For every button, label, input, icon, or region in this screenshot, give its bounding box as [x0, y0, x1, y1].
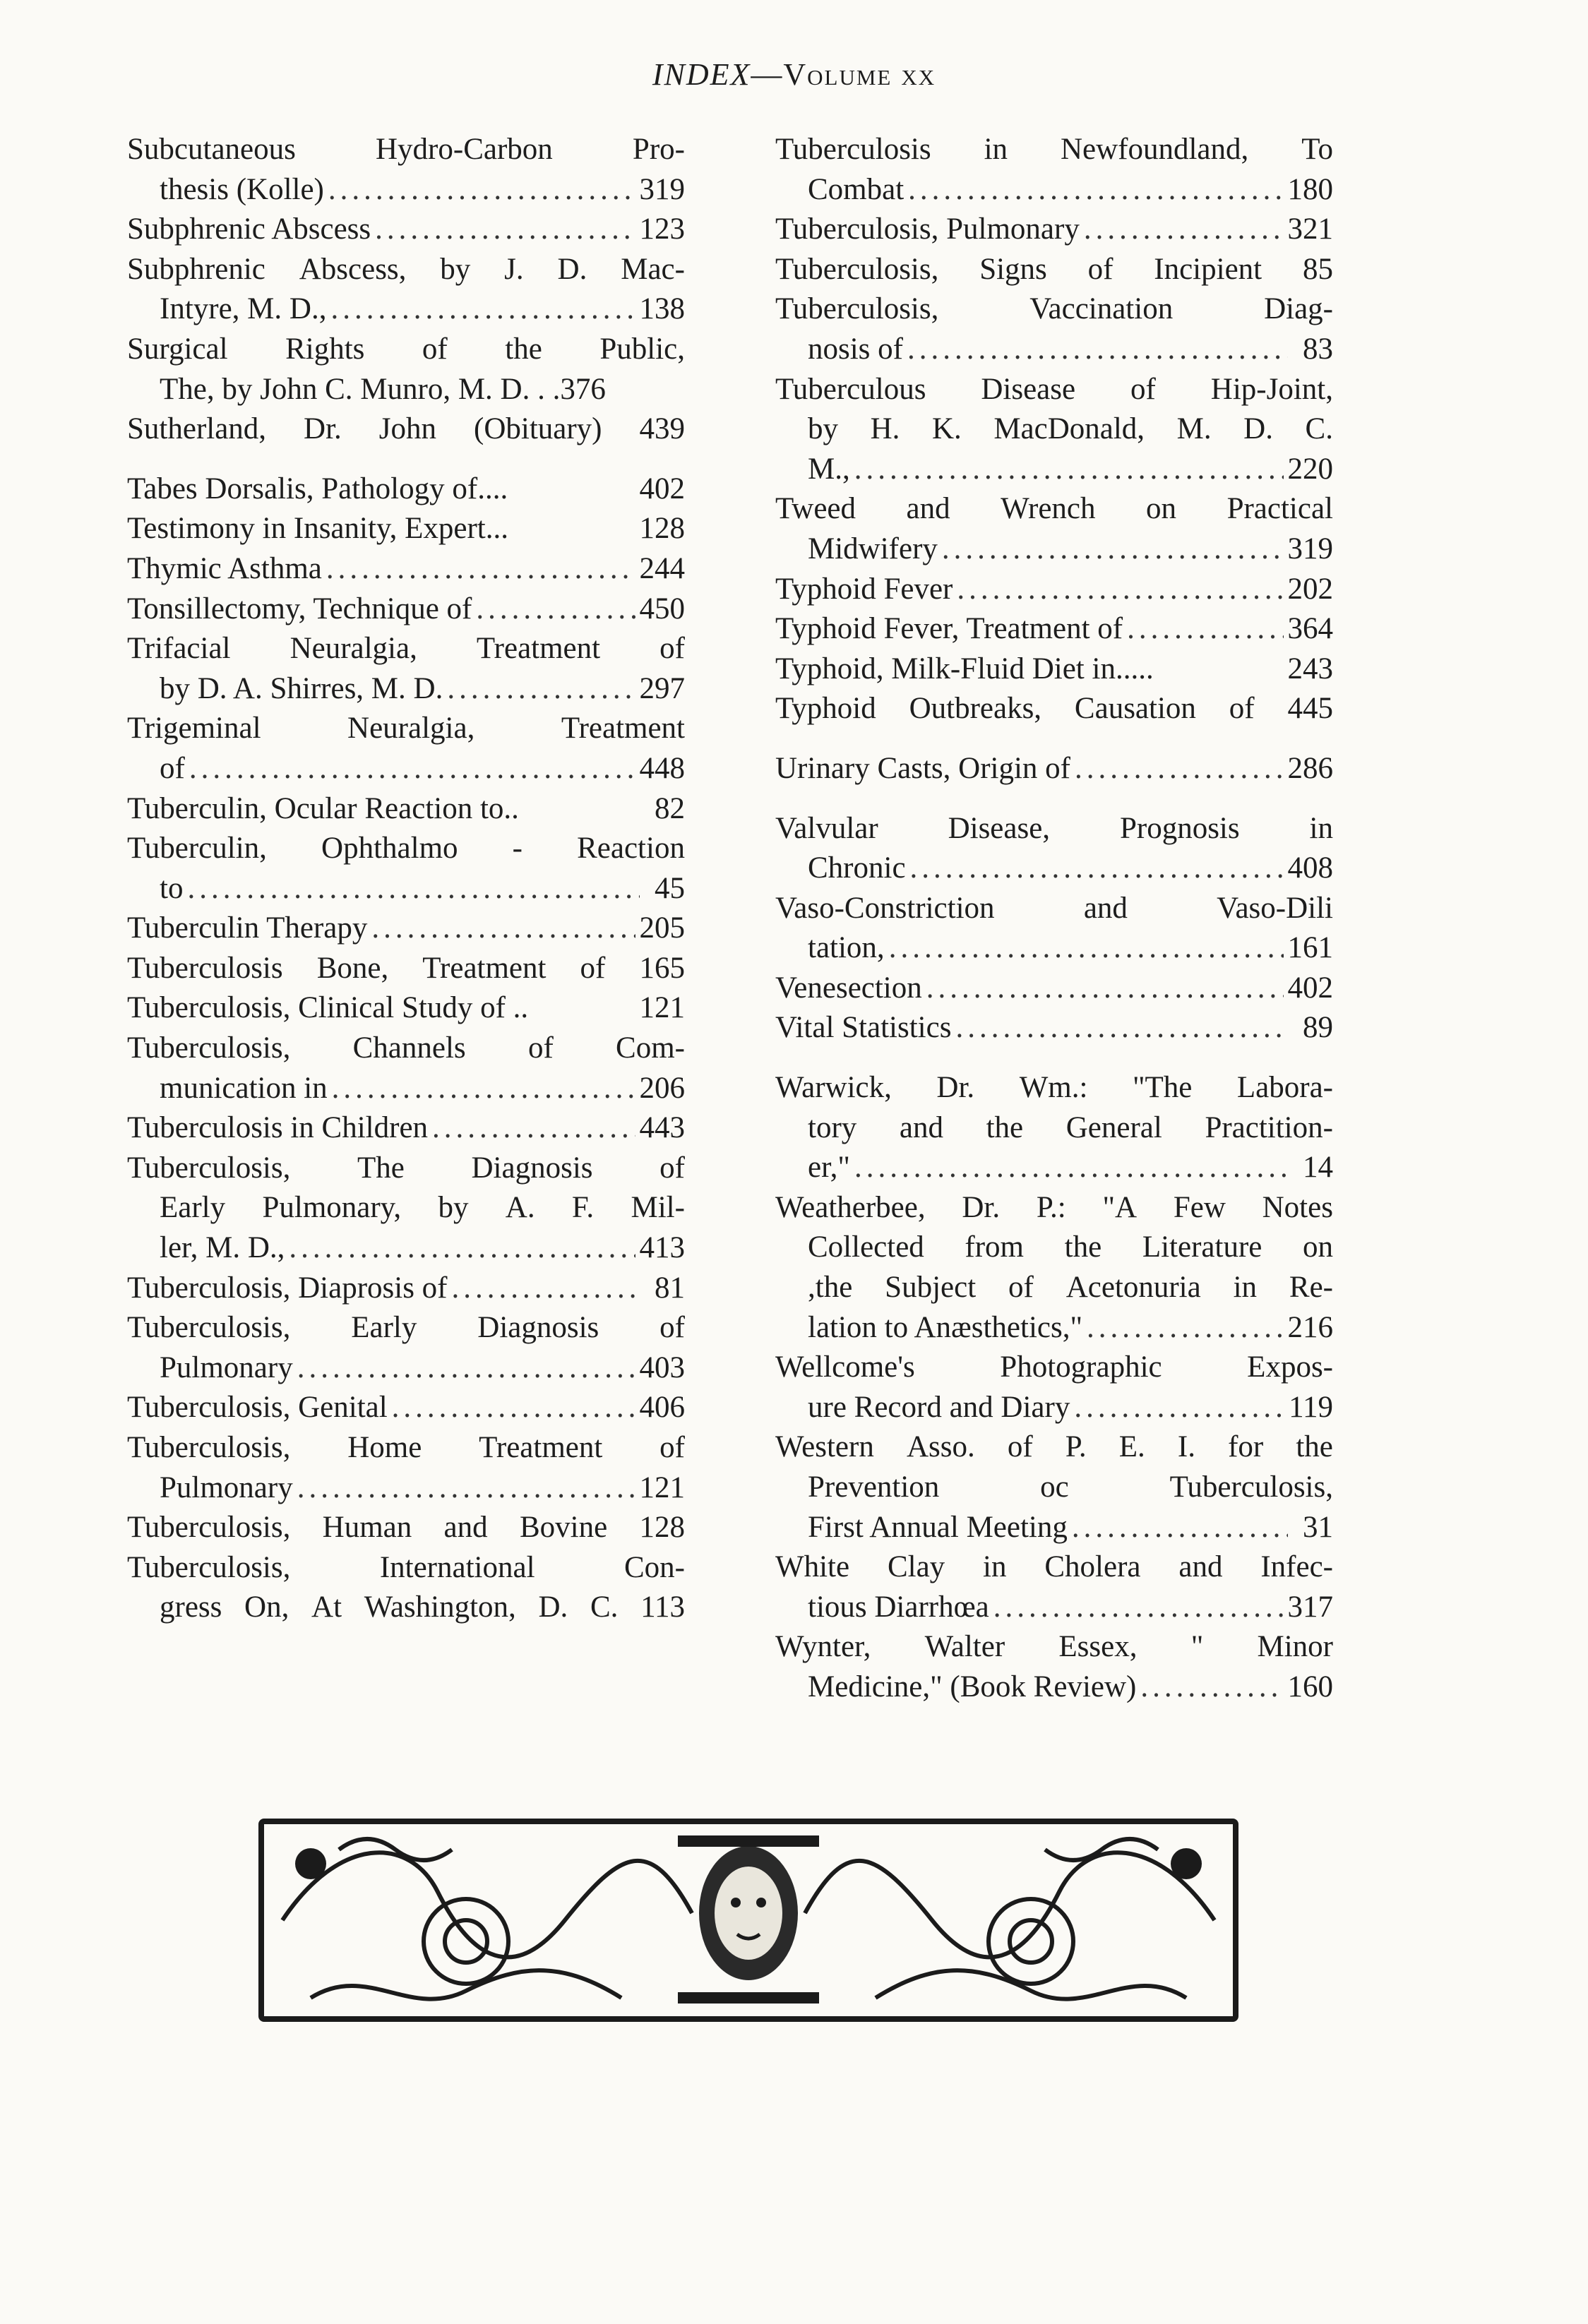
- index-entry: [127, 629, 685, 709]
- entry-line: [775, 289, 1333, 330]
- dot-leader: [1084, 210, 1284, 250]
- page-number: 14: [1303, 1151, 1333, 1185]
- index-entry: [127, 1108, 685, 1149]
- entry-line: [775, 1588, 1333, 1628]
- dot-leader: [955, 1008, 1288, 1048]
- page-number: 89: [1303, 1011, 1333, 1045]
- entry-text: Tuberculosis, Channels of Com-: [127, 1031, 685, 1065]
- entry-line: [127, 669, 685, 709]
- entry-line: [127, 1428, 685, 1468]
- entry-text: Tuberculin, Ocular Reaction to..: [127, 791, 519, 825]
- page-number: 83: [1303, 332, 1333, 366]
- entry-line: [775, 849, 1333, 889]
- entry-text: Vital Statistics: [775, 1011, 952, 1045]
- entry-line: [127, 1348, 685, 1389]
- entry-text: Tuberculosis, Pulmonary: [775, 212, 1080, 246]
- page-header: [0, 56, 1588, 92]
- entry-text: Midwifery: [808, 532, 938, 565]
- index-entry: [775, 969, 1333, 1009]
- page-number: 31: [1303, 1510, 1333, 1544]
- page-number: 408: [1287, 851, 1333, 885]
- entry-line: [127, 1468, 685, 1509]
- entry-text: Testimony in Insanity, Expert...: [127, 512, 508, 546]
- entry-line: [127, 1588, 685, 1628]
- page-number: 319: [1287, 532, 1333, 565]
- entry-line: [127, 1108, 685, 1149]
- entry-line: [775, 1508, 1333, 1548]
- entry-text: Typhoid Fever, Treatment of: [775, 612, 1123, 646]
- entry-text: tory and the General Practition-: [808, 1110, 1333, 1144]
- entry-text: nosis of: [808, 332, 903, 366]
- left-index-column: [127, 130, 685, 1628]
- index-entry: [127, 549, 685, 589]
- entry-line: [127, 1228, 685, 1269]
- dot-leader: [1140, 1667, 1283, 1708]
- header-dash: —: [751, 57, 784, 92]
- entry-line: [127, 988, 685, 1029]
- dot-leader: [907, 330, 1288, 370]
- entry-line: [127, 709, 685, 749]
- dot-leader: [297, 1468, 635, 1509]
- dot-leader: [297, 1348, 635, 1389]
- entry-text: Tuberculosis in Children: [127, 1111, 429, 1145]
- page-number: 243: [1287, 652, 1333, 685]
- index-entry: [127, 949, 685, 989]
- entry-line: [127, 469, 685, 510]
- entry-text: Tweed and Wrench on Practical: [775, 492, 1333, 526]
- entry-line: [127, 330, 685, 370]
- index-entry: [775, 889, 1333, 969]
- index-entry: [127, 469, 685, 510]
- page-number: 406: [639, 1391, 685, 1425]
- entry-text: tious Diarrhœa: [808, 1590, 989, 1624]
- entry-line: [775, 1468, 1333, 1508]
- dot-leader: [432, 1108, 635, 1149]
- entry-line: [775, 450, 1333, 490]
- entry-text: Medicine," (Book Review): [808, 1670, 1137, 1703]
- entry-text: Thymic Asthma: [127, 551, 322, 585]
- entry-text: Tuberculosis, Signs of Incipient 85: [775, 252, 1333, 286]
- entry-line: [127, 789, 685, 829]
- entry-text: The, by John C. Munro, M. D. . .376: [160, 372, 606, 406]
- entry-line: [775, 1348, 1333, 1388]
- index-entry: [127, 130, 685, 210]
- entry-text: lation to Anæsthetics,": [808, 1310, 1083, 1344]
- page-number: 450: [639, 592, 685, 625]
- entry-line: [775, 1308, 1333, 1348]
- page-number: 244: [639, 551, 685, 585]
- entry-text: M.,: [808, 452, 850, 486]
- entry-line: [775, 889, 1333, 929]
- entry-text: by D. A. Shirres, M. D.: [160, 671, 443, 705]
- dot-leader: [908, 170, 1283, 210]
- right-index-column: [775, 130, 1333, 1708]
- index-entry: [775, 689, 1333, 729]
- entry-text: Typhoid, Milk-Fluid Diet in.....: [775, 652, 1154, 685]
- entry-text: Tuberculous Disease of Hip-Joint,: [775, 372, 1333, 406]
- entry-text: Typhoid Fever: [775, 572, 953, 606]
- entry-line: [127, 1508, 685, 1548]
- decorative-ornament: [254, 1807, 1243, 2033]
- entry-text: Urinary Casts, Origin of: [775, 751, 1070, 785]
- entry-line: [127, 1188, 685, 1228]
- dot-leader: [330, 289, 635, 330]
- page-number: 297: [639, 671, 685, 705]
- entry-line: [127, 130, 685, 170]
- index-entry: [775, 570, 1333, 610]
- entry-line: [775, 809, 1333, 849]
- index-entry: [775, 1008, 1333, 1048]
- entry-text: of: [160, 751, 185, 785]
- entry-text: Trifacial Neuralgia, Treatment of: [127, 632, 685, 666]
- entry-text: Wynter, Walter Essex, " Minor: [775, 1630, 1333, 1664]
- entry-text: Early Pulmonary, by A. F. Mil-: [160, 1191, 685, 1225]
- entry-line: [127, 1069, 685, 1109]
- index-entry: [775, 1547, 1333, 1627]
- entry-line: [127, 1029, 685, 1069]
- index-entry: [775, 749, 1333, 789]
- entry-line: [775, 210, 1333, 250]
- index-entry: [127, 829, 685, 909]
- page-number: 448: [639, 751, 685, 785]
- entry-text: Valvular Disease, Prognosis in: [775, 811, 1333, 845]
- dot-leader: [1072, 1508, 1288, 1548]
- index-entry: [127, 1508, 685, 1548]
- page-number: 121: [639, 991, 685, 1025]
- page-number: 206: [639, 1071, 685, 1105]
- page-number: 123: [639, 212, 685, 246]
- index-entry: [127, 1029, 685, 1108]
- entry-text: Combat: [808, 172, 905, 206]
- page-number: 402: [639, 472, 685, 505]
- entry-text: ure Record and Diary: [808, 1390, 1070, 1424]
- entry-text: Tuberculosis, Home Treatment of: [127, 1431, 685, 1464]
- entry-text: by H. K. MacDonald, M. D. C.: [808, 412, 1333, 446]
- page-number: 321: [1287, 212, 1333, 246]
- entry-text: Tuberculosis, Early Diagnosis of: [127, 1311, 685, 1345]
- index-entry: [775, 649, 1333, 690]
- entry-line: [775, 1008, 1333, 1048]
- entry-text: Sutherland, Dr. John (Obituary) 439: [127, 412, 685, 446]
- entry-text: Subphrenic Abscess, by J. D. Mac-: [127, 252, 685, 286]
- entry-line: [775, 1108, 1333, 1149]
- entry-text: Surgical Rights of the Public,: [127, 332, 685, 366]
- entry-text: Tuberculosis, Clinical Study of ..: [127, 991, 529, 1025]
- entry-text: Tabes Dorsalis, Pathology of....: [127, 472, 508, 505]
- index-entry: [775, 289, 1333, 369]
- index-entry: [127, 509, 685, 549]
- dot-leader: [371, 909, 635, 949]
- index-entry: [775, 130, 1333, 210]
- entry-text: Subcutaneous Hydro-Carbon Pro-: [127, 133, 685, 166]
- index-entry: [127, 988, 685, 1029]
- index-entry: [775, 1068, 1333, 1188]
- index-entry: [775, 210, 1333, 250]
- index-entry: [775, 809, 1333, 889]
- page-number: 413: [639, 1231, 685, 1265]
- index-entry: [127, 1428, 685, 1508]
- page-number: 205: [639, 911, 685, 945]
- dot-leader: [375, 210, 635, 250]
- entry-line: [127, 869, 685, 909]
- entry-line: [775, 170, 1333, 210]
- entry-text: Tuberculosis, Genital: [127, 1391, 388, 1425]
- entry-text: Tuberculosis in Newfoundland, To: [775, 133, 1333, 166]
- entry-line: [127, 949, 685, 989]
- entry-line: [127, 170, 685, 210]
- dot-leader: [332, 1069, 635, 1109]
- page-number: 119: [1289, 1390, 1333, 1424]
- entry-line: [775, 689, 1333, 729]
- page-number: 161: [1287, 931, 1333, 965]
- entry-line: [775, 1228, 1333, 1268]
- entry-text: Tuberculosis Bone, Treatment of 165: [127, 951, 685, 985]
- entry-text: Typhoid Outbreaks, Causation of 445: [775, 692, 1333, 726]
- entry-line: [127, 1388, 685, 1428]
- index-entry: [127, 1308, 685, 1388]
- entry-line: [127, 829, 685, 869]
- index-entry: [775, 370, 1333, 490]
- page-number: 45: [655, 871, 685, 905]
- entry-text: First Annual Meeting: [808, 1510, 1068, 1544]
- entry-line: [775, 1188, 1333, 1228]
- entry-line: [127, 1548, 685, 1588]
- entry-text: Subphrenic Abscess: [127, 212, 371, 246]
- dot-leader: [942, 529, 1284, 570]
- dot-leader: [993, 1588, 1284, 1628]
- entry-line: [127, 549, 685, 589]
- dot-leader: [957, 570, 1283, 610]
- dot-leader: [328, 170, 635, 210]
- entry-text: Tuberculin Therapy: [127, 911, 368, 945]
- entry-text: Collected from the Literature on: [808, 1230, 1333, 1264]
- dot-leader: [1075, 749, 1284, 789]
- index-entry: [775, 609, 1333, 649]
- dot-leader: [889, 928, 1284, 969]
- entry-text: Vaso-Constriction and Vaso-Dili: [775, 891, 1333, 925]
- entry-text: Intyre, M. D.,: [160, 292, 327, 326]
- entry-text: Tuberculin, Ophthalmo - Reaction: [127, 832, 685, 865]
- index-entry: [127, 250, 685, 330]
- index-title: INDEX: [652, 57, 751, 92]
- dot-leader: [854, 450, 1284, 490]
- index-entry: [127, 409, 685, 450]
- entry-line: [775, 1547, 1333, 1588]
- entry-text: Pulmonary: [160, 1471, 293, 1504]
- dot-leader: [189, 749, 635, 789]
- page-number: 319: [639, 172, 685, 206]
- entry-text: Prevention oc Tuberculosis,: [808, 1471, 1333, 1504]
- entry-text: Warwick, Dr. Wm.: "The Labora-: [775, 1071, 1333, 1105]
- entry-text: Tuberculosis, The Diagnosis of: [127, 1151, 685, 1185]
- entry-text: Western Asso. of P. E. I. for the: [775, 1430, 1333, 1464]
- entry-text: Trigeminal Neuralgia, Treatment: [127, 712, 685, 745]
- entry-line: [127, 409, 685, 450]
- entry-text: ler, M. D.,: [160, 1231, 285, 1265]
- entry-line: [775, 489, 1333, 529]
- entry-text: gress On, At Washington, D. C. 113: [160, 1591, 685, 1624]
- page-number: 220: [1287, 452, 1333, 486]
- index-entry: [127, 330, 685, 409]
- page-number: 138: [639, 292, 685, 326]
- dot-leader: [187, 869, 640, 909]
- entry-text: Wellcome's Photographic Expos-: [775, 1350, 1333, 1384]
- index-entry: [127, 709, 685, 789]
- page-number: 286: [1287, 751, 1333, 785]
- dot-leader: [447, 669, 635, 709]
- index-entry: [775, 1188, 1333, 1348]
- entry-line: [127, 289, 685, 330]
- entry-line: [127, 250, 685, 290]
- entry-line: [775, 409, 1333, 450]
- entry-line: [775, 969, 1333, 1009]
- entry-line: [775, 1148, 1333, 1188]
- index-entry: [775, 1427, 1333, 1547]
- index-entry: [127, 589, 685, 630]
- index-entry: [775, 489, 1333, 569]
- entry-text: tation,: [808, 931, 885, 965]
- page-number: 317: [1287, 1590, 1333, 1624]
- page-number: 202: [1287, 572, 1333, 606]
- entry-text: Pulmonary: [160, 1350, 293, 1384]
- dot-leader: [926, 969, 1284, 1009]
- page-number: 128: [639, 512, 685, 546]
- index-entry: [127, 1149, 685, 1269]
- entry-text: to: [160, 871, 184, 905]
- entry-line: [775, 1427, 1333, 1468]
- dot-leader: [476, 589, 635, 630]
- entry-line: [775, 749, 1333, 789]
- entry-line: [775, 570, 1333, 610]
- entry-line: [127, 370, 685, 410]
- entry-line: [127, 749, 685, 789]
- index-entry: [127, 909, 685, 949]
- dot-leader: [289, 1228, 635, 1269]
- entry-line: [775, 1667, 1333, 1708]
- entry-text: Tuberculosis, Diaprosis of: [127, 1271, 448, 1305]
- dot-leader: [910, 849, 1284, 889]
- entry-text: thesis (Kolle): [160, 172, 324, 206]
- entry-line: [127, 629, 685, 669]
- entry-text: White Clay in Cholera and Infec-: [775, 1550, 1333, 1584]
- page-number: 180: [1287, 172, 1333, 206]
- entry-line: [775, 370, 1333, 410]
- entry-line: [775, 1068, 1333, 1108]
- entry-line: [127, 1269, 685, 1309]
- page-number: 160: [1287, 1670, 1333, 1703]
- index-entry: [127, 1269, 685, 1309]
- index-entry: [775, 250, 1333, 290]
- entry-text: Tuberculosis, Vaccination Diag-: [775, 292, 1333, 326]
- page-number: 82: [655, 791, 685, 825]
- dot-leader: [452, 1269, 640, 1309]
- entry-text: ,the Subject of Acetonuria in Re-: [808, 1271, 1333, 1305]
- entry-line: [127, 589, 685, 630]
- dot-leader: [1074, 1388, 1284, 1428]
- entry-text: Tuberculosis, Human and Bovine 128: [127, 1511, 685, 1545]
- entry-line: [775, 250, 1333, 290]
- index-entry: [775, 1627, 1333, 1707]
- page-number: 403: [639, 1350, 685, 1384]
- entry-line: [775, 330, 1333, 370]
- dot-leader: [326, 549, 635, 589]
- entry-line: [775, 649, 1333, 690]
- page-number: 216: [1287, 1310, 1333, 1344]
- page-number: 121: [639, 1471, 685, 1504]
- entry-line: [127, 509, 685, 549]
- entry-text: Tonsillectomy, Technique of: [127, 592, 472, 625]
- entry-line: [775, 130, 1333, 170]
- entry-line: [127, 210, 685, 250]
- entry-line: [127, 909, 685, 949]
- index-entry: [127, 1548, 685, 1628]
- index-entry: [127, 789, 685, 829]
- entry-line: [775, 928, 1333, 969]
- index-entry: [127, 1388, 685, 1428]
- page-number: 443: [639, 1111, 685, 1145]
- entry-text: Chronic: [808, 851, 906, 885]
- entry-line: [775, 1627, 1333, 1667]
- entry-line: [775, 529, 1333, 570]
- entry-text: munication in: [160, 1071, 328, 1105]
- entry-text: Tuberculosis, International Con-: [127, 1550, 685, 1584]
- index-entry: [775, 1348, 1333, 1427]
- entry-text: Weatherbee, Dr. P.: "A Few Notes: [775, 1190, 1333, 1224]
- page-number: 364: [1287, 612, 1333, 646]
- dot-leader: [392, 1388, 635, 1428]
- volume-label: Volume xx: [783, 57, 936, 92]
- dot-leader: [854, 1148, 1288, 1188]
- entry-line: [127, 1149, 685, 1189]
- entry-line: [127, 1308, 685, 1348]
- dot-leader: [1127, 609, 1283, 649]
- entry-text: er,": [808, 1151, 850, 1185]
- entry-text: Venesection: [775, 971, 922, 1005]
- dot-leader: [1087, 1308, 1283, 1348]
- entry-line: [775, 609, 1333, 649]
- page-number: 402: [1287, 971, 1333, 1005]
- index-entry: [127, 210, 685, 250]
- entry-line: [775, 1268, 1333, 1308]
- page-number: 81: [655, 1271, 685, 1305]
- entry-line: [775, 1388, 1333, 1428]
